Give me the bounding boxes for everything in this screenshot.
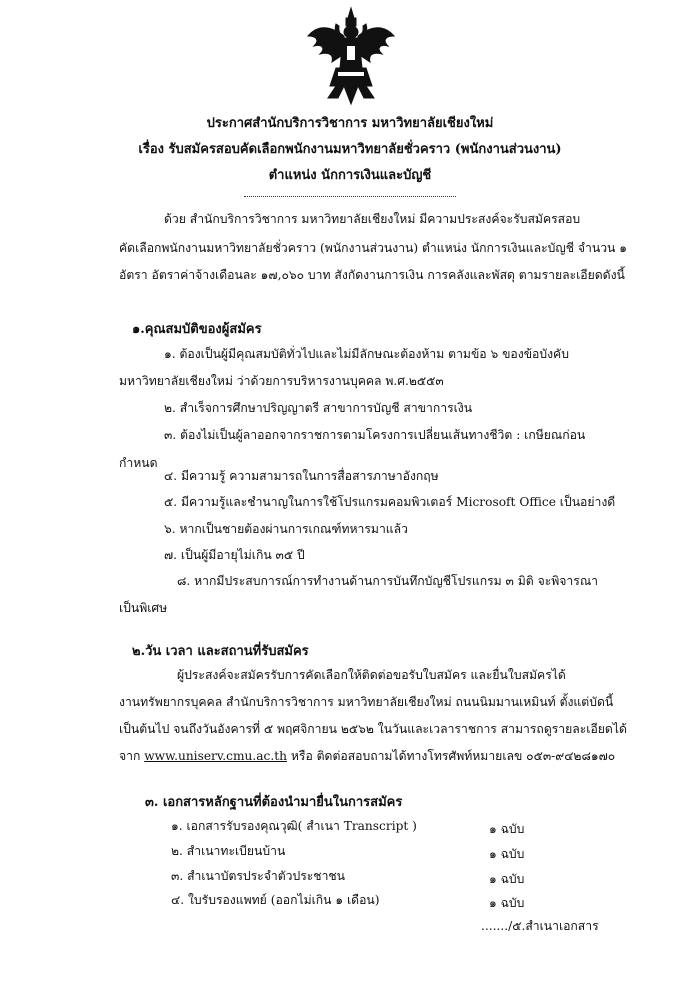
website-link[interactable]: www.uniserv.cmu.ac.th [144, 749, 287, 763]
document-item: ๔. ใบรับรองแพทย์ (ออกไม่เกิน ๑ เดือน) [171, 893, 380, 907]
section-heading-application-place: ๒.วัน เวลา และสถานที่รับสมัคร [132, 644, 309, 659]
qualification-item: ๖. หากเป็นชายต้องผ่านการเกณฑ์ทหารมาแล้ว [164, 522, 408, 536]
contact-prefix: จาก [119, 749, 145, 763]
contact-suffix: หรือ ติดต่อสอบถามได้ทางโทรศัพท์หมายเลข ๐๕๓-๙๔๒๘๑๗๐ [287, 749, 616, 763]
application-contact-line [119, 748, 615, 764]
qualification-item: มหาวิทยาลัยเชียงใหม่ ว่าด้วยการบริหารงานบุคคล พ.ศ.๒๕๕๓ [119, 374, 444, 388]
application-info-line: ผู้ประสงค์จะสมัครรับการคัดเลือกให้ติดต่อขอรับใบสมัคร และยื่นใบสมัครได้ [177, 668, 566, 682]
position-title: ตำแหน่ง นักการเงินและบัญชี [268, 168, 432, 183]
intro-line: อัตรา อัตราค่าจ้างเดือนละ ๑๗,๐๖๐ บาท สังกัดงานการเงิน การคลังและพัสดุ ตามรายละเอียดดังนี้ [119, 268, 625, 282]
qualification-item: ๒. สำเร็จการศึกษาปริญญาตรี สาขาการบัญชี สาขาการเงิน [164, 401, 473, 415]
qualification-item: ๓. ต้องไม่เป็นผู้ลาออกจากราชการตามโครงการเปลี่ยนเส้นทางชีวิต : เกษียณก่อน [164, 428, 586, 442]
qualification-item: ๔. มีความรู้ ความสามารถในการสื่อสารภาษาอังกฤษ [164, 469, 439, 483]
document-quantity: ๑ ฉบับ [489, 847, 525, 861]
document-quantity: ๑ ฉบับ [489, 822, 525, 836]
dotted-separator [244, 196, 456, 197]
garuda-emblem-icon [306, 6, 396, 106]
document-item: ๒. สำเนาทะเบียนบ้าน [171, 844, 286, 858]
qualification-item: ๑. ต้องเป็นผู้มีคุณสมบัติทั่วไปและไม่มีลักษณะต้องห้าม ตามข้อ ๖ ของข้อบังคับ [164, 347, 569, 361]
continued-note: ......./๕.สำเนาเอกสาร [481, 919, 599, 933]
qualification-item: ๗. เป็นผู้มีอายุไม่เกิน ๓๕ ปี [164, 548, 305, 562]
qualification-item: เป็นพิเศษ [119, 601, 168, 615]
qualification-item: กำหนด [119, 456, 158, 470]
application-info-line: เป็นต้นไป จนถึงวันอังคารที่ ๕ พฤศจิกายน ๒๕๖๒ ในวันและเวลาราชการ สามารถดูรายละเอียดได้ [119, 722, 627, 736]
document-item: ๓. สำเนาบัตรประจำตัวประชาชน [171, 869, 346, 883]
application-info-line: งานทรัพยากรบุคคล สำนักบริการวิชาการ มหาวิทยาลัยเชียงใหม่ ถนนนิมมานเหมินท์ ตั้งแต่บัดนี้ [119, 695, 614, 709]
section-heading-documents: ๓. เอกสารหลักฐานที่ต้องนำมายื่นในการสมัคร [145, 795, 403, 810]
document-quantity: ๑ ฉบับ [489, 872, 525, 886]
announcement-title: ประกาศสำนักบริการวิชาการ มหาวิทยาลัยเชียงใหม่ [206, 116, 494, 131]
document-item: ๑. เอกสารรับรองคุณวุฒิ( สำเนา Transcript ) [171, 819, 417, 833]
announcement-subject: เรื่อง รับสมัครสอบคัดเลือกพนักงานมหาวิทยาลัยชั่วคราว (พนักงานส่วนงาน) [138, 142, 562, 157]
qualification-item: ๕. มีความรู้และชำนาญในการใช้โปรแกรมคอมพิวเตอร์ Microsoft Office เป็นอย่างดี [164, 495, 616, 509]
intro-line: คัดเลือกพนักงานมหาวิทยาลัยชั่วคราว (พนักงานส่วนงาน) ตำแหน่ง นักการเงินและบัญชี จำนวน ๑ [119, 241, 627, 255]
document-quantity: ๑ ฉบับ [489, 896, 525, 910]
intro-line: ด้วย สำนักบริการวิชาการ มหาวิทยาลัยเชียงใหม่ มีความประสงค์จะรับสมัครสอบ [164, 212, 581, 226]
qualification-item: ๘. หากมีประสบการณ์การทำงานด้านการบันทึกบัญชีโปรแกรม ๓ มิติ จะพิจารณา [177, 574, 598, 588]
section-heading-qualifications: ๑.คุณสมบัติของผู้สมัคร [132, 322, 262, 337]
